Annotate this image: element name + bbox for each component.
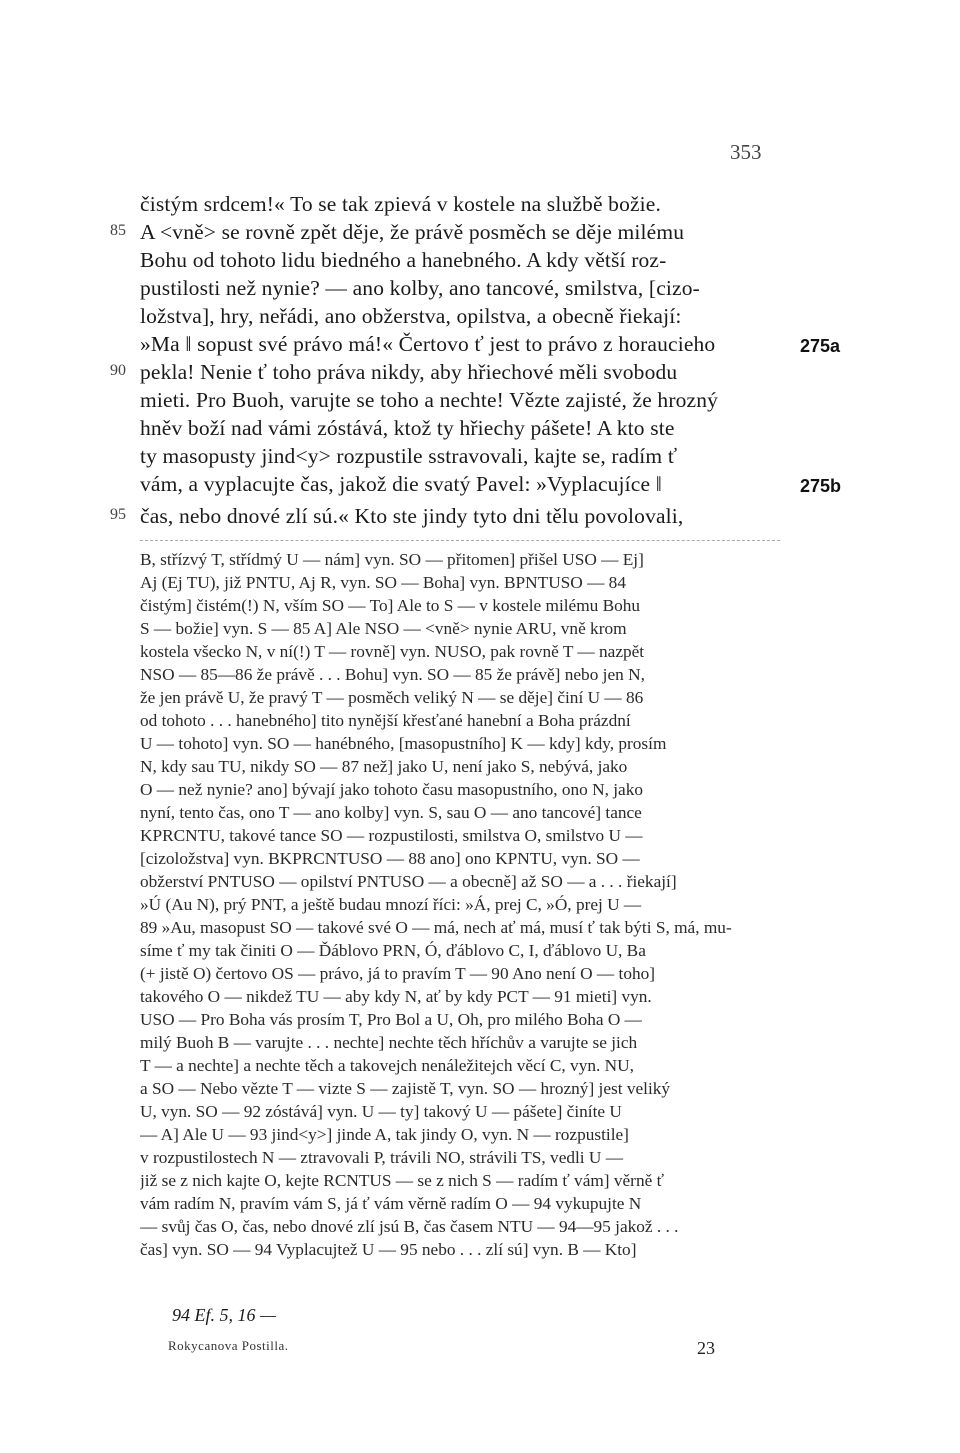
text-line: čistým srdcem!« To se tak zpievá v kostele na službě božie.	[140, 192, 661, 216]
apparatus-line: O — než nynie? ano] bývají jako tohoto času masopustního, ono N, jako	[140, 780, 643, 799]
apparatus-line: N, kdy sau TU, nikdy SO — 87 než] jako U, není jako S, nebývá, jako	[140, 757, 628, 776]
footer-title: Rokycanova Postilla.	[168, 1338, 289, 1353]
apparatus-line: T — a nechte] a nechte těch a takovejch nenáležitejch věcí C, vyn. NU,	[140, 1056, 634, 1075]
apparatus-line: milý Buoh B — varujte . . . nechte] nechte těch hříchův a varujte se jich	[140, 1033, 638, 1052]
margin-reference: 275a	[800, 336, 841, 356]
apparatus-line: B, střízvý T, střídmý U — nám] vyn. SO — přitomen] přišel USO — Ej]	[140, 550, 644, 569]
apparatus-line: síme ť my tak činiti O — Ďáblovo PRN, Ó, ďáblovo C, I, ďáblovo U, Ba	[140, 941, 646, 960]
scripture-footnote: 94 Ef. 5, 16 —	[172, 1305, 277, 1325]
apparatus-line: vám radím N, pravím vám S, já ť vám věrně radím O — 94 vykupujte N	[140, 1194, 642, 1213]
apparatus-line: od tohoto . . . hanebného] tito nynější křesťané hanební a Boha prázdní	[140, 711, 631, 730]
text-line: vám, a vyplacujte čas, jakož die svatý Pavel: »Vyplacujíce ‖	[140, 472, 662, 496]
apparatus-line: a SO — Nebo vězte T — vizte S — zajistě T, vyn. SO — hrozný] jest veliký	[140, 1079, 671, 1098]
apparatus-line: takového O — nikdež TU — aby kdy N, ať by kdy PCT — 91 mieti] vyn.	[140, 987, 652, 1006]
apparatus-line: — svůj čas O, čas, nebo dnové zlí jsú B, čas časem NTU — 94—95 jakož . . .	[140, 1217, 679, 1236]
apparatus-line: NSO — 85—86 že právě . . . Bohu] vyn. SO — 85 že právě] nebo jen N,	[140, 665, 645, 684]
text-line: hněv boží nad vámi zóstává, ktož ty hřiechy pášete! A kto ste	[140, 416, 675, 440]
page-number: 353	[730, 140, 762, 164]
text-line: pustilosti než nynie? — ano kolby, ano tancové, smilstva, [cizo-	[140, 276, 700, 300]
line-number: 85	[110, 222, 126, 239]
apparatus-line: S — božie] vyn. S — 85 A] Ale NSO — <vně> nynie ARU, vně krom	[140, 619, 627, 638]
apparatus-line: obžerství PNTUSO — opilství PNTUSO — a obecně] až SO — a . . . řiekají]	[140, 872, 677, 891]
apparatus-line: U, vyn. SO — 92 zóstává] vyn. U — ty] takový U — pášete] činíte U	[140, 1102, 622, 1121]
signature-mark: 23	[697, 1338, 715, 1358]
text-line: »Ma ‖ sopust své právo má!« Čertovo ť jest to právo z horaucieho	[140, 332, 716, 356]
apparatus-divider	[140, 540, 780, 542]
apparatus-line: USO — Pro Boha vás prosím T, Pro Bol a U, Oh, pro milého Boha O —	[140, 1010, 642, 1029]
text-line: ložstva], hry, neřádi, ano obžerstva, opilstva, a obecně řiekají:	[140, 304, 682, 328]
line-number: 95	[110, 506, 126, 523]
apparatus-line: čas] vyn. SO — 94 Vyplacujtež U — 95 nebo . . . zlí sú] vyn. B — Kto]	[140, 1240, 637, 1259]
apparatus-line: nyní, tento čas, ono T — ano kolby] vyn. S, sau O — ano tancové] tance	[140, 803, 642, 822]
apparatus-line: — A] Ale U — 93 jind<y>] jinde A, tak jindy O, vyn. N — rozpustile]	[140, 1125, 629, 1144]
text-line: čas, nebo dnové zlí sú.« Kto ste jindy tyto dni tělu povolovali,	[140, 504, 684, 528]
margin-reference: 275b	[800, 476, 842, 496]
apparatus-line: již se z nich kajte O, kejte RCNTUS — se z nich S — radím ť vám] věrně ť	[140, 1171, 664, 1190]
text-line: ty masopusty jind<y> rozpustile sstravovali, kajte se, radím ť	[140, 444, 678, 468]
text-line: mieti. Pro Buoh, varujte se toho a nechte! Vězte zajisté, že hrozný	[140, 388, 719, 412]
apparatus-line: Aj (Ej TU), již PNTU, Aj R, vyn. SO — Boha] vyn. BPNTUSO — 84	[140, 573, 626, 592]
text-line: Bohu od tohoto lidu biedného a hanebného. A kdy větší roz-	[140, 248, 667, 272]
apparatus-line: KPRCNTU, takové tance SO — rozpustilosti, smilstva O, smilstvo U —	[140, 826, 643, 845]
apparatus-line: (+ jistě O) čertovo OS — právo, já to pravím T — 90 Ano není O — toho]	[140, 964, 655, 983]
apparatus-line: [cizoložstva] vyn. BKPRCNTUSO — 88 ano] ono KPNTU, vyn. SO —	[140, 849, 640, 868]
apparatus-line: kostela všecko N, v ní(!) T — rovně] vyn. NUSO, pak rovně T — nazpět	[140, 642, 645, 661]
apparatus-line: v rozpustilostech N — ztravovali P, trávili NO, strávili TS, vedli U —	[140, 1148, 624, 1167]
line-number: 90	[110, 362, 126, 379]
apparatus-line: čistým] čistém(!) N, vším SO — To] Ale to S — v kostele milému Bohu	[140, 596, 641, 615]
apparatus-line: že jen právě U, že pravý T — posměch veliký N — se děje] činí U — 86	[140, 688, 644, 707]
text-line: pekla! Nenie ť toho práva nikdy, aby hřiechové měli svobodu	[140, 360, 678, 384]
text-line: A <vně> se rovně zpět děje, že právě posměch se děje milému	[140, 220, 685, 244]
apparatus-line: U — tohoto] vyn. SO — hanébného, [masopustního] K — kdy] kdy, prosím	[140, 734, 667, 753]
apparatus-line: »Ú (Au N), prý PNT, a ještě budau mnozí říci: »Á, prej C, »Ó, prej U —	[140, 895, 642, 914]
apparatus-line: 89 »Au, masopust SO — takové své O — má, nech ať má, musí ť tak býti S, má, mu-	[140, 918, 732, 937]
